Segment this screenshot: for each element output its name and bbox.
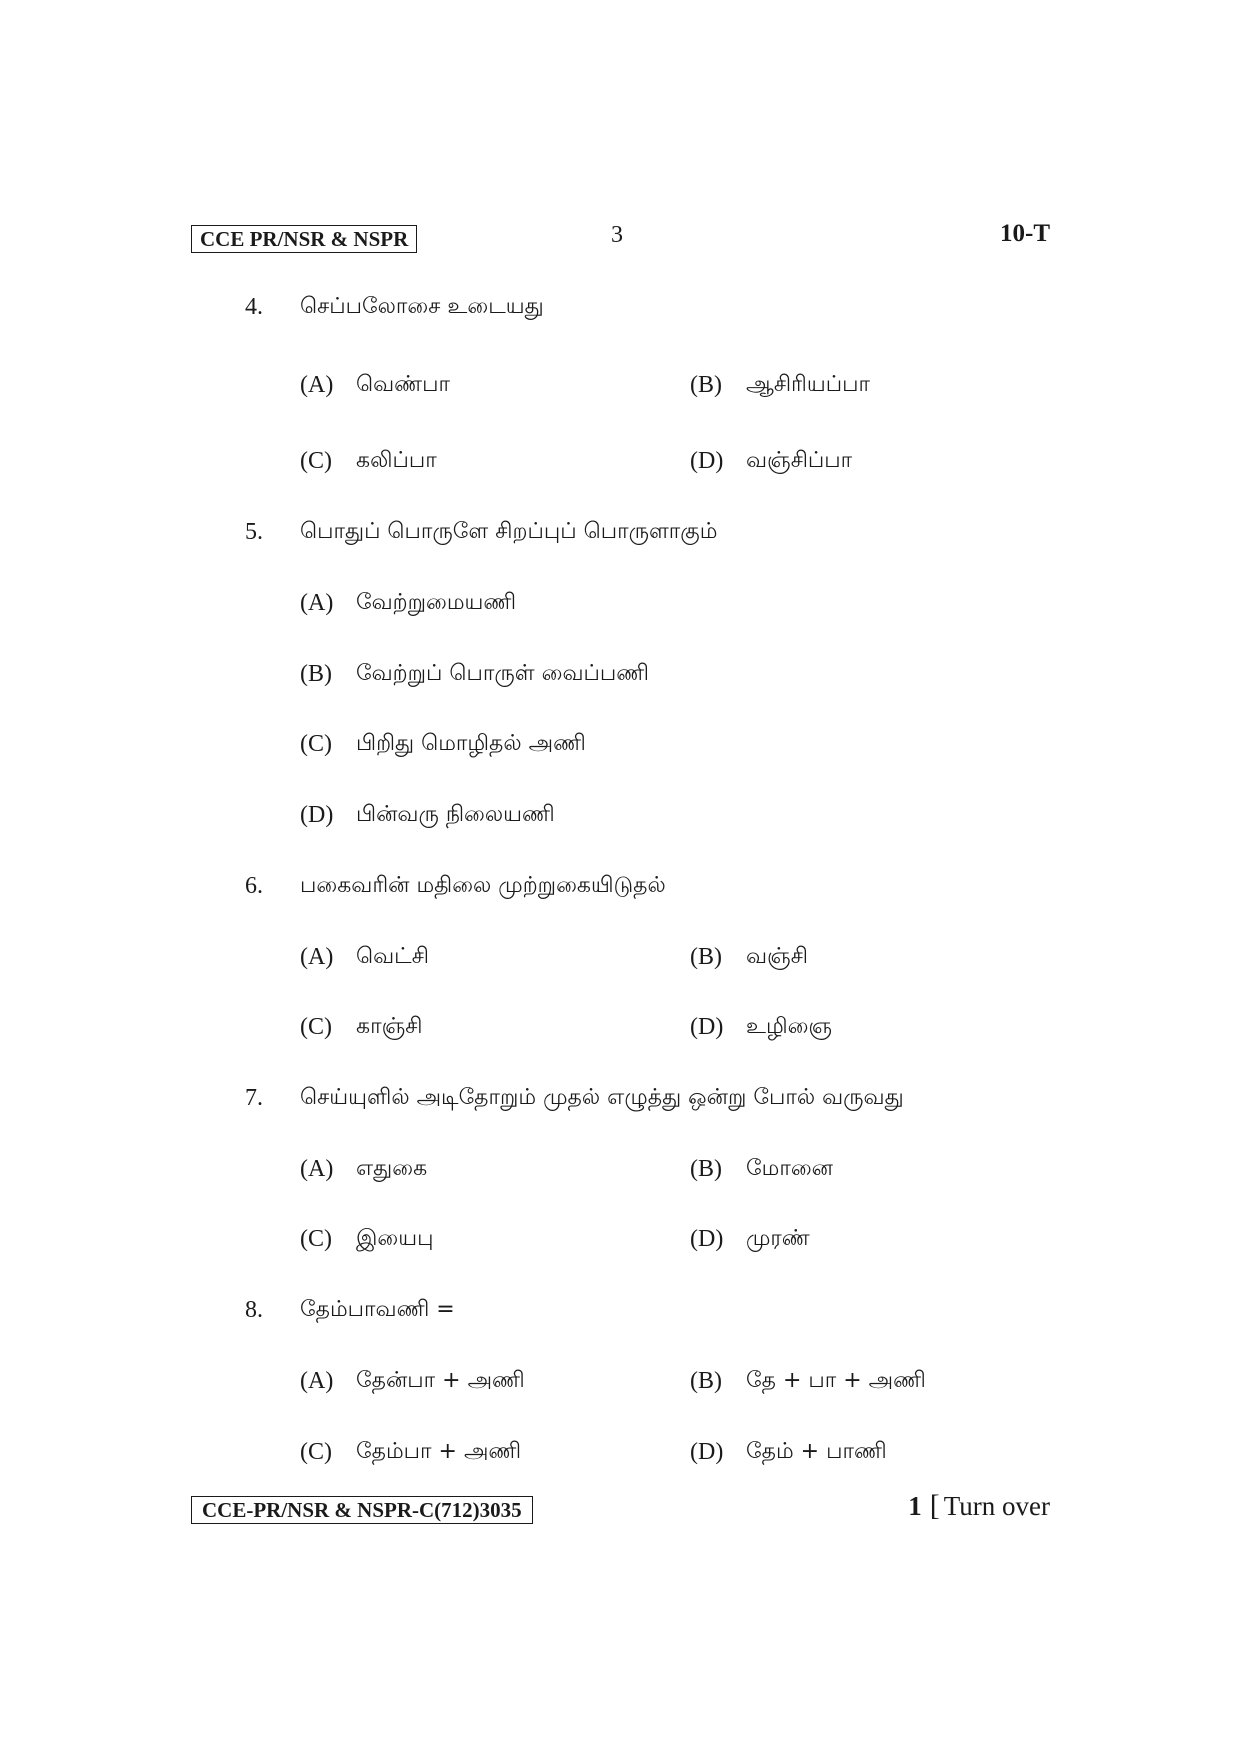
option-letter-d: (D) <box>690 1226 724 1252</box>
question-text: தேம்பாவணி = <box>300 1297 455 1322</box>
option-text-d: பின்வரு நிலையணி <box>356 802 555 827</box>
option-text-b: வஞ்சி <box>746 944 808 969</box>
option-letter-d: (D) <box>300 802 334 828</box>
question-text: பகைவரின் மதிலை முற்றுகையிடுதல் <box>300 873 666 898</box>
option-letter-d: (D) <box>690 448 724 474</box>
option-text-c: தேம்பா + அணி <box>356 1439 522 1464</box>
option-text-c: பிறிது மொழிதல் அணி <box>356 731 586 756</box>
option-text-a: எதுகை <box>356 1156 428 1181</box>
footer-paper-code: CCE-PR/NSR & NSPR-C(712)3035 <box>191 1496 533 1524</box>
subject-code: 10-T <box>1000 220 1050 247</box>
bracket-glyph: [ <box>929 1489 940 1522</box>
option-letter-b: (B) <box>690 1156 722 1182</box>
option-letter-a: (A) <box>300 1368 334 1394</box>
option-text-d: உழிஞை <box>746 1014 833 1039</box>
option-text-d: முரண் <box>746 1226 810 1251</box>
option-text-a: வெட்சி <box>356 944 429 969</box>
header-paper-code: CCE PR/NSR & NSPR <box>191 225 417 253</box>
page-number: 3 <box>611 222 623 248</box>
footer-turn-over <box>870 1490 1050 1522</box>
question-number: 8. <box>245 1297 263 1323</box>
option-letter-d: (D) <box>690 1014 724 1040</box>
option-letter-b: (B) <box>300 661 332 687</box>
sheet-number: 1 <box>908 1491 922 1521</box>
option-letter-c: (C) <box>300 1226 332 1252</box>
option-text-c: காஞ்சி <box>356 1014 423 1039</box>
option-letter-a: (A) <box>300 944 334 970</box>
option-letter-b: (B) <box>690 1368 722 1394</box>
option-text-b: ஆசிரியப்பா <box>746 372 870 397</box>
option-text-d: வஞ்சிப்பா <box>746 448 853 473</box>
option-letter-c: (C) <box>300 448 332 474</box>
question-text: செய்யுளில் அடிதோறும் முதல் எழுத்து ஒன்று போல் வருவது <box>300 1085 904 1110</box>
option-text-c: கலிப்பா <box>356 448 437 473</box>
option-letter-a: (A) <box>300 590 334 616</box>
option-letter-c: (C) <box>300 1014 332 1040</box>
option-letter-a: (A) <box>300 372 334 398</box>
option-letter-b: (B) <box>690 372 722 398</box>
question-number: 7. <box>245 1085 263 1111</box>
option-text-c: இயைபு <box>356 1226 434 1251</box>
option-text-b: வேற்றுப் பொருள் வைப்பணி <box>356 661 649 686</box>
option-letter-b: (B) <box>690 944 722 970</box>
option-text-a: வேற்றுமையணி <box>356 590 517 615</box>
option-text-a: தேன்பா + அணி <box>356 1368 525 1393</box>
question-number: 4. <box>245 294 263 320</box>
option-text-b: மோனை <box>746 1156 833 1181</box>
option-text-b: தே + பா + அணி <box>746 1368 926 1393</box>
turn-over-label: Turn over <box>943 1491 1050 1521</box>
option-letter-c: (C) <box>300 1439 332 1465</box>
option-text-d: தேம் + பாணி <box>746 1439 887 1464</box>
question-number: 5. <box>245 519 263 545</box>
question-number: 6. <box>245 873 263 899</box>
option-letter-c: (C) <box>300 731 332 757</box>
question-text: பொதுப் பொருளே சிறப்புப் பொருளாகும் <box>300 519 718 544</box>
option-letter-a: (A) <box>300 1156 334 1182</box>
question-text: செப்பலோசை உடையது <box>300 294 544 319</box>
option-letter-d: (D) <box>690 1439 724 1465</box>
option-text-a: வெண்பா <box>356 372 451 397</box>
